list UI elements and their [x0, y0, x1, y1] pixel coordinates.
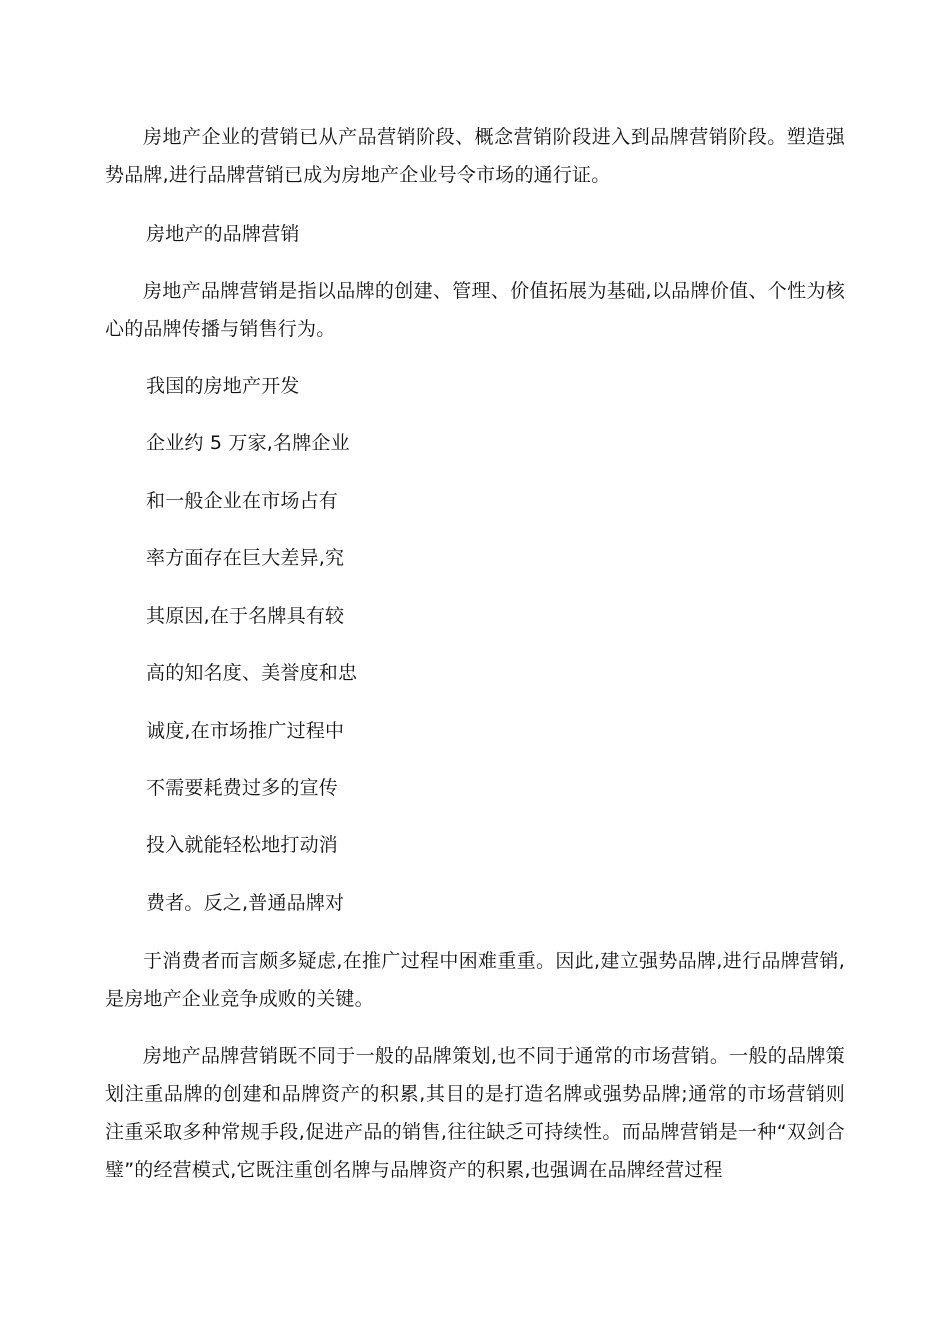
- short-line: 投入就能轻松地打动消: [146, 834, 339, 856]
- short-line: 和一般企业在市场占有: [146, 490, 339, 512]
- section-heading: 房地产的品牌营销: [146, 223, 300, 245]
- paragraph-comparison: 房地产品牌营销既不同于一般的品牌策划,也不同于通常的市场营销。一般的品牌策划注重品牌的创建和品牌资产的积累,其目的是打造名牌或强势品牌;通常的市场营销则注重采取多种常规手段,促进产品的销售,往往缺乏可持续性。而品牌营销是一种“双剑合璧”的经营模式,它既注重创名牌与品牌资产的积累,也强调在品牌经营过程: [105, 1045, 845, 1181]
- short-line: 不需要耗费过多的宣传: [146, 777, 339, 799]
- short-line: 率方面存在巨大差异,究: [146, 547, 345, 569]
- short-line: 其原因,在于名牌具有较: [146, 605, 345, 627]
- paragraph-conclusion: 于消费者而言颇多疑虑,在推广过程中困难重重。因此,建立强势品牌,进行品牌营销,是房地产企业竞争成败的关键。: [105, 950, 845, 1010]
- short-line: 企业约 5 万家,名牌企业: [146, 432, 350, 454]
- paragraph-definition: 房地产品牌营销是指以品牌的创建、管理、价值拓展为基础,以品牌价值、个性为核心的品牌传播与销售行为。: [105, 280, 845, 340]
- short-line: 费者。反之,普通品牌对: [146, 892, 345, 914]
- paragraph-intro: 房地产企业的营销已从产品营销阶段、概念营销阶段进入到品牌营销阶段。塑造强势品牌,进行品牌营销已成为房地产企业号令市场的通行证。: [105, 126, 845, 186]
- short-line: 我国的房地产开发: [146, 375, 300, 397]
- short-line: 高的知名度、美誉度和忠: [146, 662, 358, 684]
- short-line: 诚度,在市场推广过程中: [146, 720, 345, 742]
